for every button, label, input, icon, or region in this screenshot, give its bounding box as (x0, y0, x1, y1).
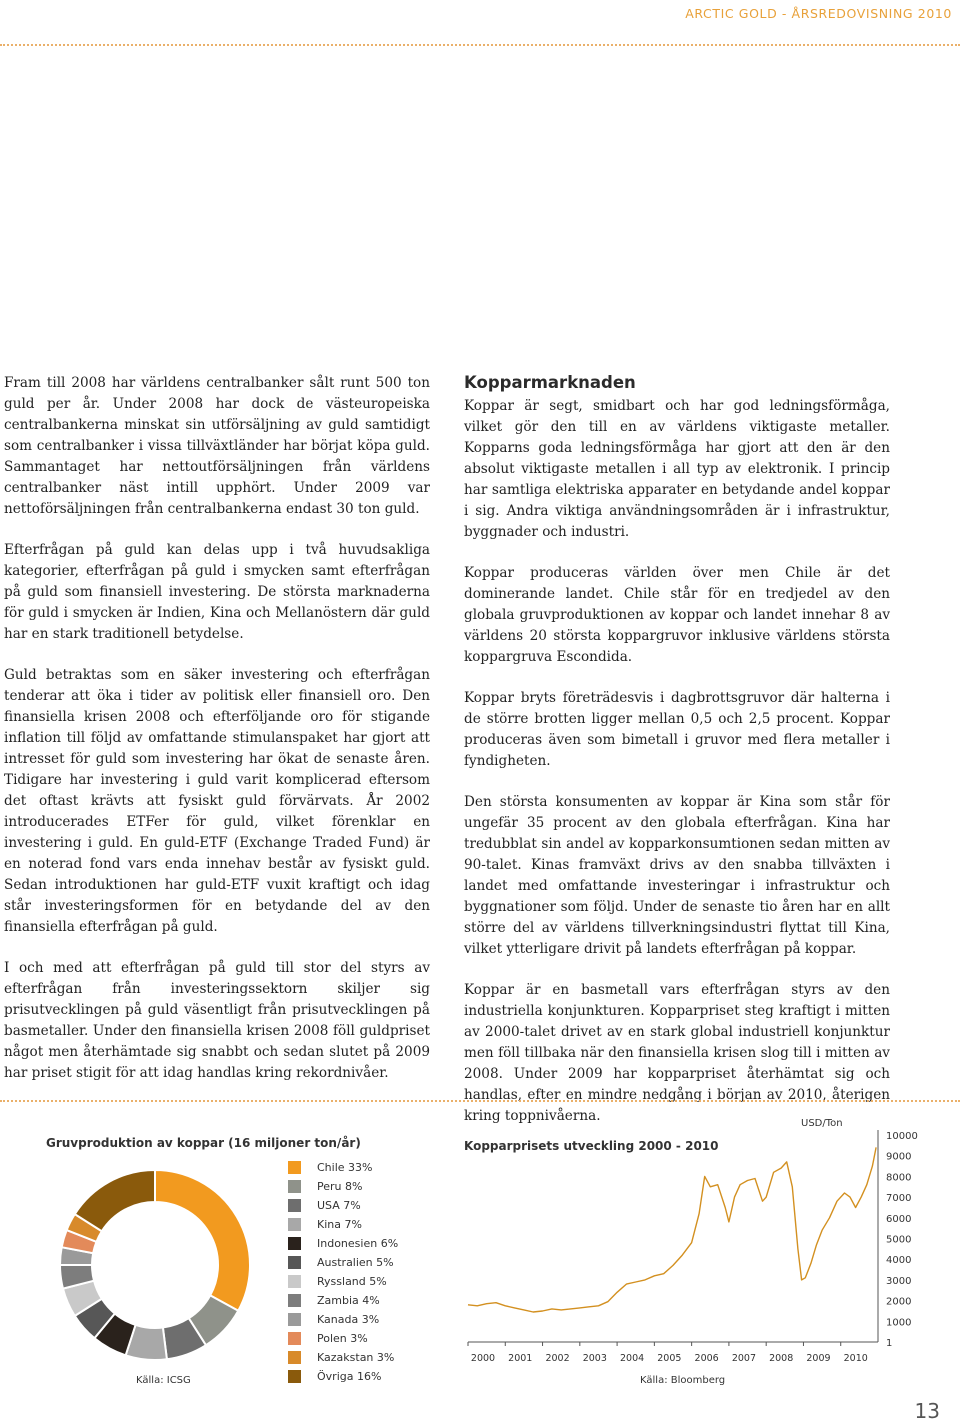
charts-dotted-rule (0, 1100, 960, 1102)
legend-label: USA 7% (317, 1199, 361, 1212)
x-tick-label: 2005 (657, 1353, 682, 1364)
line-source: Källa: Bloomberg (640, 1375, 726, 1386)
donut-slice-11 (75, 1170, 155, 1231)
y-tick-label: 7000 (886, 1193, 912, 1205)
legend-label: Peru 8% (317, 1180, 363, 1193)
right-paragraph-4: Den största konsumenten av koppar är Kina som står för ungefär 35 procent av den globala efterfrågan. Kina har tredubblat sin andel av kopparkonsumtionen sedan mitten av 90-talet. Kinas framväxt drivs av den snabba tillväxten i landet med omfattande investeringar i infrastruktur och byggnationer som följd. Under de senaste tio åren har en allt större del av världens tillverkningsindustri flyttat till Kina, vilket ytterligare drivit på landets efterfrågan på koppar. (464, 794, 890, 957)
right-paragraph-5: Koppar är en basmetall vars efterfrågan styrs av den industriella konjunkturen. Kopparpriset steg kraftigt i mitten av 2000-talet drivet av en stark global industriell konjunktur men föll tillbaka när den finansiella krisen slog till i mitten av 2008. Under 2009 har kopparpriset återhämtat sig och handlas, efter en mindre nedgång i början av 2010, återigen kring toppnivåerna. (464, 982, 890, 1124)
legend-item (288, 1177, 398, 1196)
legend-item (288, 1253, 398, 1272)
x-tick-label: 2008 (769, 1353, 794, 1364)
legend-swatch (288, 1256, 301, 1269)
line-chart-title: Kopparprisets utveckling 2000 - 2010 (464, 1139, 719, 1153)
legend-label: Kina 7% (317, 1218, 362, 1231)
legend-item (288, 1158, 398, 1177)
right-paragraph-3: Koppar bryts företrädesvis i dagbrottsgruvor där halterna i de större brotten ligger mellan 0,5 och 2,5 procent. Koppar produceras även som bimetall i gruvor med flera metaller i fyndigheten. (464, 690, 890, 769)
donut-slice-0 (155, 1170, 250, 1311)
y-tick-label: 3000 (886, 1275, 912, 1287)
x-tick-label: 2003 (582, 1353, 607, 1364)
legend-label: Övriga 16% (317, 1370, 382, 1383)
right-text-column (464, 372, 890, 1147)
x-tick-label: 2002 (545, 1353, 570, 1364)
x-tick-label: 2006 (694, 1353, 719, 1364)
legend-item (288, 1310, 398, 1329)
x-tick-label: 2001 (508, 1353, 533, 1364)
legend-label: Kanada 3% (317, 1313, 380, 1326)
section-heading: Kopparmarknaden (464, 373, 636, 392)
legend-swatch (288, 1199, 301, 1212)
legend-swatch (288, 1161, 301, 1174)
legend-item (288, 1329, 398, 1348)
legend-swatch (288, 1237, 301, 1250)
donut-chart (50, 1160, 260, 1370)
legend-label: Australien 5% (317, 1256, 394, 1269)
y-tick-label: 8000 (886, 1172, 912, 1184)
line-chart (460, 1120, 918, 1370)
right-paragraph-2: Koppar produceras världen över men Chile är det dominerande landet. Chile står för en tredjedel av den globala gruvproduktionen av koppar och landet innehar 8 av världens 20 största koppargruvor inklusive världens största koppargruva Escondida. (464, 565, 890, 665)
legend-label: Kazakstan 3% (317, 1351, 395, 1364)
x-tick-label: 2010 (843, 1353, 868, 1364)
legend-swatch (288, 1351, 301, 1364)
y-tick-label: 5000 (886, 1234, 912, 1246)
legend-swatch (288, 1370, 301, 1383)
legend-label: Indonesien 6% (317, 1237, 399, 1250)
legend-label: Ryssland 5% (317, 1275, 387, 1288)
legend-item (288, 1272, 398, 1291)
y-axis-unit-label: USD/Ton (801, 1118, 843, 1129)
x-tick-label: 2007 (731, 1353, 757, 1364)
running-header: ARCTIC GOLD - ÅRSREDOVISNING 2010 (685, 6, 952, 21)
y-tick-label: 6000 (886, 1213, 912, 1225)
x-tick-label: 2004 (619, 1353, 645, 1364)
legend-item (288, 1215, 398, 1234)
y-tick-label: 2000 (886, 1296, 912, 1308)
legend-item (288, 1234, 398, 1253)
y-tick-label: 1000 (886, 1317, 912, 1329)
legend-label: Chile 33% (317, 1161, 373, 1174)
left-paragraph-2: Efterfrågan på guld kan delas upp i två huvudsakliga kategorier, efterfrågan på guld i smycken samt efterfrågan på guld som finansiell investering. De största marknaderna för guld i smycken är Indien, Kina och Mellanöstern där guld har en stark traditionell betydelse. (4, 542, 430, 642)
legend-swatch (288, 1294, 301, 1307)
right-paragraph-1: Koppar är segt, smidbart och har god ledningsförmåga, vilket gör den till en av världens viktigaste metaller. Kopparns goda ledningsförmåga har gjort att den är den absolut viktigaste metallen i all typ av elektronik. I princip har samtliga elektriska apparater en betydande andel koppar i sig. Andra viktiga användningsområden är i infrastruktur, byggnader och industri. (464, 398, 890, 540)
y-tick-label: 10000 (886, 1131, 918, 1142)
left-paragraph-4: I och med att efterfrågan på guld till stor del styrs av efterfrågan från investeringssektorn skiljer sig prisutvecklingen på guld väsentligt från prisutvecklingen på basmetaller. Under den finansiella krisen 2008 föll guldpriset något men återhämtade sig snabbt och sedan slutet på 2009 har priset stigit för att idag handlas kring rekordnivåer. (4, 960, 430, 1081)
legend-item (288, 1367, 398, 1386)
y-tick-label: 4000 (886, 1255, 912, 1267)
price-series-line (468, 1147, 876, 1312)
left-paragraph-3: Guld betraktas som en säker investering och efterfrågan tenderar att öka i tider av politisk eller finansiell oro. Den finansiella krisen 2008 och efterföljande oro för stigande inflation till följd av omfattande stimulanspaket har gjort att intresset för guld som investering har ökat de senaste åren. Tidigare har investering i guld varit komplicerad eftersom det oftast krävts att fysiskt guld förvärvats. År 2002 introducerades ETFer för guld, vilket förenklar en investering i guld. En guld-ETF (Exchange Traded Fund) är en noterad fond vars enda innehav består av fysiskt guld. Sedan introduktionen har guld-ETF vuxit kraftigt och idag står investeringsformen för en betydande del av den finansiella efterfrågan på guld. (4, 667, 430, 935)
donut-chart-title: Gruvproduktion av koppar (16 miljoner ton/år) (46, 1136, 361, 1150)
donut-legend (288, 1158, 398, 1386)
x-tick-label: 2009 (806, 1353, 831, 1364)
page-number: 13 (914, 1399, 940, 1423)
legend-swatch (288, 1218, 301, 1231)
legend-item (288, 1291, 398, 1310)
legend-label: Zambia 4% (317, 1294, 380, 1307)
legend-swatch (288, 1313, 301, 1326)
legend-swatch (288, 1275, 301, 1288)
legend-swatch (288, 1180, 301, 1193)
legend-label: Polen 3% (317, 1332, 368, 1345)
header-dotted-rule (0, 44, 960, 46)
legend-item (288, 1196, 398, 1215)
x-tick-label: 2000 (470, 1353, 496, 1364)
left-text-column (4, 373, 430, 1104)
donut-source: Källa: ICSG (136, 1375, 191, 1386)
y-tick-label: 1 (886, 1338, 893, 1349)
left-paragraph-1: Fram till 2008 har världens centralbanker sålt runt 500 ton guld per år. Under 2008 har dock de västeuropeiska centralbankerna minskat sin utförsäljning av guld samtidigt som centralbanker i vissa tillväxtländer har börjat köpa guld. Sammantaget har nettoutförsäljningen från världens centralbanker näst intill upphört. Under 2009 var nettoförsäljningen från centralbankerna endast 30 ton guld. (4, 375, 430, 517)
y-tick-label: 9000 (886, 1151, 912, 1163)
legend-item (288, 1348, 398, 1367)
legend-swatch (288, 1332, 301, 1345)
